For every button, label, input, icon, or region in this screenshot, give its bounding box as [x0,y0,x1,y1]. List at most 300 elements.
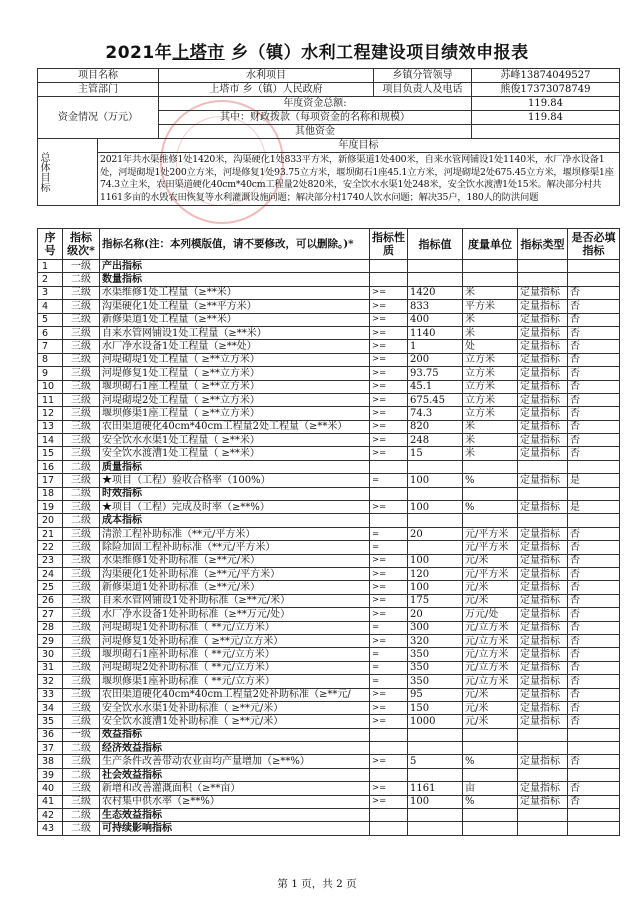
row-nature: = [370,541,408,554]
row-value [408,487,463,500]
row-nature [370,273,408,286]
row-nature: = [370,527,408,540]
row-unit: 米 [463,313,518,326]
row-level: 三级 [63,326,100,339]
row-required: 否 [568,326,620,339]
row-unit: 元/平方米 [463,541,518,554]
row-seq: 34 [38,701,63,714]
row-value: 5 [408,755,463,768]
row-name: 生产条件改善带动农业亩均产量增加（≥**%） [100,755,370,768]
row-required: 是 [568,501,620,514]
row-unit: 亩 [463,782,518,795]
table-row [38,420,620,433]
row-nature: >= [370,434,408,447]
row-level: 三级 [63,340,100,353]
indicator-header-row [38,229,620,260]
row-name: 水厂净水设备1处补助标准（≥**万元/处） [100,608,370,621]
row-value: 1140 [408,326,463,339]
row-name: 自来水管网铺设1处补助标准（≥**元/米） [100,594,370,607]
row-value: 95 [408,688,463,701]
row-seq: 12 [38,407,63,420]
township-leader-label: 乡镇分管领导 [374,69,472,83]
row-level: 三级 [63,541,100,554]
row-nature: >= [370,367,408,380]
row-required [568,742,620,755]
row-seq: 42 [38,809,63,822]
row-type: 定量指标 [518,715,568,728]
row-nature: >= [370,567,408,580]
row-required [568,728,620,741]
row-nature: >= [370,581,408,594]
row-seq: 11 [38,393,63,406]
row-unit: 米 [463,434,518,447]
row-required: 否 [568,755,620,768]
row-name: 农村集中供水率（≥**%） [100,795,370,808]
other-funds-value [472,125,620,139]
row-level: 三级 [63,701,100,714]
row-name: 安全饮水水渠1处工程量（ ≥**米） [100,434,370,447]
row-type [518,460,568,473]
row-value: 248 [408,434,463,447]
row-unit: 元/米 [463,581,518,594]
header-required: 是否必填指标 [568,229,620,260]
row-nature: >= [370,501,408,514]
row-name: 河堤修复1处补助标准（ ≥**元/立方米） [100,634,370,647]
row-seq: 10 [38,380,63,393]
row-name: 堰坝修渠1座补助标准（ **元/立方米） [100,675,370,688]
row-name: 堰坝砌石1座补助标准（ **元/立方米） [100,648,370,661]
row-value [408,768,463,781]
row-seq: 4 [38,300,63,313]
row-value: 15 [408,447,463,460]
row-type [518,514,568,527]
header-unit: 度量单位 [463,229,518,260]
row-type: 定量指标 [518,326,568,339]
table-row [38,675,620,688]
row-nature [370,260,408,273]
row-type [518,728,568,741]
row-name: 水渠维修1处补助标准（≥**元/米） [100,554,370,567]
owner-value: 熊俊17373078749 [472,83,620,97]
row-nature: >= [370,286,408,299]
table-row [38,822,620,835]
row-type: 定量指标 [518,286,568,299]
row-value: 320 [408,634,463,647]
row-required: 否 [568,594,620,607]
row-required: 否 [568,701,620,714]
header-nature: 指标性质 [370,229,408,260]
row-nature [370,742,408,755]
project-info-table [37,68,620,206]
row-type: 定量指标 [518,313,568,326]
table-row [38,634,620,647]
row-level: 二级 [63,273,100,286]
row-name: 河堤砌堤1处工程量（ ≥**立方米） [100,353,370,366]
title-rest: 乡（镇）水利工程建设项目绩效申报表 [231,43,529,63]
row-value: 45.1 [408,380,463,393]
table-row [38,260,620,273]
row-level: 三级 [63,313,100,326]
row-level: 三级 [63,554,100,567]
row-value: 100 [408,474,463,487]
row-nature: >= [370,634,408,647]
row-level: 二级 [63,460,100,473]
table-row [38,594,620,607]
row-value: 350 [408,648,463,661]
header-seq: 序号 [38,229,63,260]
row-unit: 元/米 [463,688,518,701]
row-unit: 平方米 [463,300,518,313]
row-name: 农田渠道硬化40cm*40cm工程量2处工程量（≥**米） [100,420,370,433]
row-type: 定量指标 [518,594,568,607]
row-required: 否 [568,286,620,299]
goal-heading: 年度目标 [98,139,620,153]
row-required: 否 [568,353,620,366]
row-name: 除险加固工程补助标准（**元/平方米） [100,541,370,554]
row-seq: 33 [38,688,63,701]
row-seq: 25 [38,581,63,594]
row-value: 20 [408,608,463,621]
row-type: 定量指标 [518,701,568,714]
row-unit: 米 [463,447,518,460]
row-level: 三级 [63,795,100,808]
row-level: 三级 [63,300,100,313]
row-required: 否 [568,782,620,795]
row-value: 100 [408,581,463,594]
row-type: 定量指标 [518,527,568,540]
row-seq: 30 [38,648,63,661]
row-unit: 元/立方米 [463,661,518,674]
row-required: 否 [568,447,620,460]
row-nature: >= [370,380,408,393]
row-unit: 立方米 [463,407,518,420]
row-level: 二级 [63,514,100,527]
row-value: 1 [408,340,463,353]
table-row [38,393,620,406]
annual-funds-value: 119.84 [472,97,620,111]
table-row [38,795,620,808]
row-nature: >= [370,393,408,406]
row-type: 定量指标 [518,755,568,768]
row-nature: >= [370,340,408,353]
table-row [38,353,620,366]
row-value: 93.75 [408,367,463,380]
row-seq: 7 [38,340,63,353]
row-level: 三级 [63,447,100,460]
row-seq: 39 [38,768,63,781]
table-row [38,460,620,473]
row-required: 否 [568,608,620,621]
row-level: 三级 [63,286,100,299]
row-seq: 2 [38,273,63,286]
row-nature: >= [370,407,408,420]
row-value [408,822,463,835]
row-nature: >= [370,795,408,808]
row-nature [370,822,408,835]
row-type: 定量指标 [518,300,568,313]
row-level: 三级 [63,567,100,580]
row-required: 否 [568,367,620,380]
table-row [38,782,620,795]
row-nature: >= [370,300,408,313]
row-name: 沟渠硬化1处补助标准（≥**元/平方米） [100,567,370,580]
row-seq: 40 [38,782,63,795]
row-seq: 24 [38,567,63,580]
table-row [38,434,620,447]
row-type: 定量指标 [518,353,568,366]
row-type: 定量指标 [518,407,568,420]
row-level: 三级 [63,715,100,728]
row-required [568,514,620,527]
row-required: 否 [568,634,620,647]
row-seq: 6 [38,326,63,339]
row-unit: % [463,501,518,514]
row-unit [463,487,518,500]
header-level: 指标级次* [63,229,100,260]
row-level: 三级 [63,380,100,393]
row-level: 三级 [63,648,100,661]
fiscal-funds-value: 119.84 [472,111,620,125]
row-required [568,273,620,286]
row-type: 定量指标 [518,447,568,460]
row-nature [370,460,408,473]
row-nature [370,809,408,822]
row-required: 否 [568,380,620,393]
row-value: 100 [408,795,463,808]
row-value: 350 [408,661,463,674]
table-row [38,326,620,339]
table-row [38,688,620,701]
row-unit [463,273,518,286]
row-name: 河堤修复1处工程量（ ≥**立方米） [100,367,370,380]
row-required [568,822,620,835]
row-nature: >= [370,353,408,366]
row-unit [463,742,518,755]
row-seq: 37 [38,742,63,755]
row-level: 二级 [63,768,100,781]
row-unit: 万元/处 [463,608,518,621]
table-row [38,487,620,500]
row-seq: 43 [38,822,63,835]
row-required: 否 [568,795,620,808]
row-value [408,809,463,822]
row-required: 否 [568,420,620,433]
row-type: 定量指标 [518,567,568,580]
row-value [408,728,463,741]
row-unit [463,768,518,781]
row-level: 三级 [63,608,100,621]
row-type: 定量指标 [518,661,568,674]
row-level: 二级 [63,487,100,500]
row-value [408,514,463,527]
row-name: 自来水管网铺设1处工程量（≥**米） [100,326,370,339]
header-type: 指标类型 [518,229,568,260]
owner-label: 项目负责人及电话 [374,83,472,97]
row-value [408,460,463,473]
row-seq: 13 [38,420,63,433]
table-row [38,527,620,540]
indicator-table [37,228,620,836]
row-required: 否 [568,393,620,406]
row-name: 安全饮水渡漕1处工程量（ ≥**米） [100,447,370,460]
row-seq: 28 [38,621,63,634]
header-value: 指标值 [408,229,463,260]
row-required: 否 [568,300,620,313]
row-nature: = [370,621,408,634]
row-type: 定量指标 [518,675,568,688]
table-row [38,367,620,380]
row-seq: 22 [38,541,63,554]
row-type [518,260,568,273]
table-row [38,648,620,661]
row-value: 200 [408,353,463,366]
row-value: 820 [408,420,463,433]
row-required [568,768,620,781]
row-seq: 16 [38,460,63,473]
row-unit: 元/米 [463,715,518,728]
row-name: 安全饮水水渠1处补助标准（ ≥**元/米） [100,701,370,714]
row-name: 河堤砌堤2处工程量（ ≥**立方米） [100,393,370,406]
row-required: 否 [568,541,620,554]
row-seq: 5 [38,313,63,326]
row-name: 农田渠道硬化40cm*40cm工程量2处补助标准（≥**元/ [100,688,370,701]
row-required [568,809,620,822]
project-name-value: 水利项目 [159,69,374,83]
row-value: 400 [408,313,463,326]
table-row [38,728,620,741]
row-name: 河堤砌堤2处补助标准（ **元/立方米） [100,661,370,674]
row-unit: 元/平方米 [463,567,518,580]
row-unit: 元/米 [463,594,518,607]
table-row [38,273,620,286]
row-unit: % [463,795,518,808]
row-value: 1420 [408,286,463,299]
row-value: 150 [408,701,463,714]
row-value: 100 [408,501,463,514]
table-row [38,567,620,580]
row-seq: 31 [38,661,63,674]
row-level: 三级 [63,581,100,594]
row-unit: 元/平方米 [463,527,518,540]
row-level: 二级 [63,822,100,835]
row-required: 否 [568,434,620,447]
row-unit: 立方米 [463,380,518,393]
row-value: 300 [408,621,463,634]
row-level: 三级 [63,474,100,487]
row-seq: 3 [38,286,63,299]
row-value: 1000 [408,715,463,728]
table-row [38,541,620,554]
table-row [38,701,620,714]
row-required: 否 [568,621,620,634]
row-required: 否 [568,715,620,728]
row-seq: 27 [38,608,63,621]
row-name: 堰坝砌石1座工程量（ ≥**立方米） [100,380,370,393]
row-type [518,822,568,835]
row-level: 二级 [63,742,100,755]
row-unit: 元/立方米 [463,634,518,647]
row-type: 定量指标 [518,434,568,447]
row-nature: = [370,661,408,674]
row-type: 定量指标 [518,581,568,594]
row-nature: >= [370,701,408,714]
row-unit: 元/立方米 [463,675,518,688]
table-row [38,715,620,728]
row-type [518,487,568,500]
row-value: 74.3 [408,407,463,420]
table-row [38,286,620,299]
row-required: 否 [568,648,620,661]
row-required: 否 [568,675,620,688]
row-type: 定量指标 [518,474,568,487]
row-required: 否 [568,581,620,594]
row-name: 效益指标 [100,728,370,741]
table-row [38,407,620,420]
table-row [38,809,620,822]
table-row [38,501,620,514]
row-level: 三级 [63,407,100,420]
row-unit: 元/米 [463,554,518,567]
row-level: 三级 [63,527,100,540]
row-nature [370,728,408,741]
row-type: 定量指标 [518,795,568,808]
row-seq: 21 [38,527,63,540]
row-seq: 41 [38,795,63,808]
row-name: 沟渠硬化1处工程量（≥**平方米） [100,300,370,313]
row-name: 新增和改善灌溉面积（≥**亩） [100,782,370,795]
row-nature [370,487,408,500]
other-funds-label: 其他资金 [159,125,472,139]
row-level: 一级 [63,728,100,741]
table-row [38,755,620,768]
row-seq: 15 [38,447,63,460]
goal-cell [98,139,620,206]
row-type [518,809,568,822]
annual-funds-label: 年度资金总额: [159,97,472,111]
title-city: 上塔市 [172,43,225,63]
row-unit: 元/立方米 [463,621,518,634]
row-unit [463,460,518,473]
row-value: 350 [408,675,463,688]
goal-text: 2021年共水渠维修1处1420米，沟渠硬化1处833平方米，新修渠道1处400米，自来水管网铺设1处1140米，水厂净水设备1处，河堤砌堤1处200立方米，河堤修复1处93.75立方米，堰坝砌石1座45.1立方米，河堤砌堤2处675.45立方米，堰坝修渠1座74.3立主米，农田渠道硬化40cm*40cm工程量2处820米，安全饮水水渠1处248米，安全饮水渡漕1处15米。解决部分村共1161多亩的水毁农田恢复等水利灌溉设施问题；解决部分村1740人饮水问题；解决35户，180人的防洪问题 [100,154,614,203]
row-seq: 35 [38,715,63,728]
row-name: 可持续影响指标 [100,822,370,835]
row-name: 质量指标 [100,460,370,473]
row-type: 定量指标 [518,367,568,380]
row-nature: >= [370,554,408,567]
table-row [38,380,620,393]
row-nature: >= [370,608,408,621]
row-required: 否 [568,567,620,580]
row-name: 社会效益指标 [100,768,370,781]
row-seq: 23 [38,554,63,567]
row-nature: = [370,474,408,487]
table-row [38,340,620,353]
table-row [38,514,620,527]
row-seq: 9 [38,367,63,380]
row-required: 否 [568,407,620,420]
row-type [518,742,568,755]
title-year: 2021年 [105,43,173,63]
row-level: 三级 [63,420,100,433]
table-row [38,447,620,460]
row-type: 定量指标 [518,688,568,701]
row-required: 否 [568,688,620,701]
row-required: 否 [568,340,620,353]
row-type: 定量指标 [518,782,568,795]
row-type: 定量指标 [518,501,568,514]
row-nature: >= [370,688,408,701]
